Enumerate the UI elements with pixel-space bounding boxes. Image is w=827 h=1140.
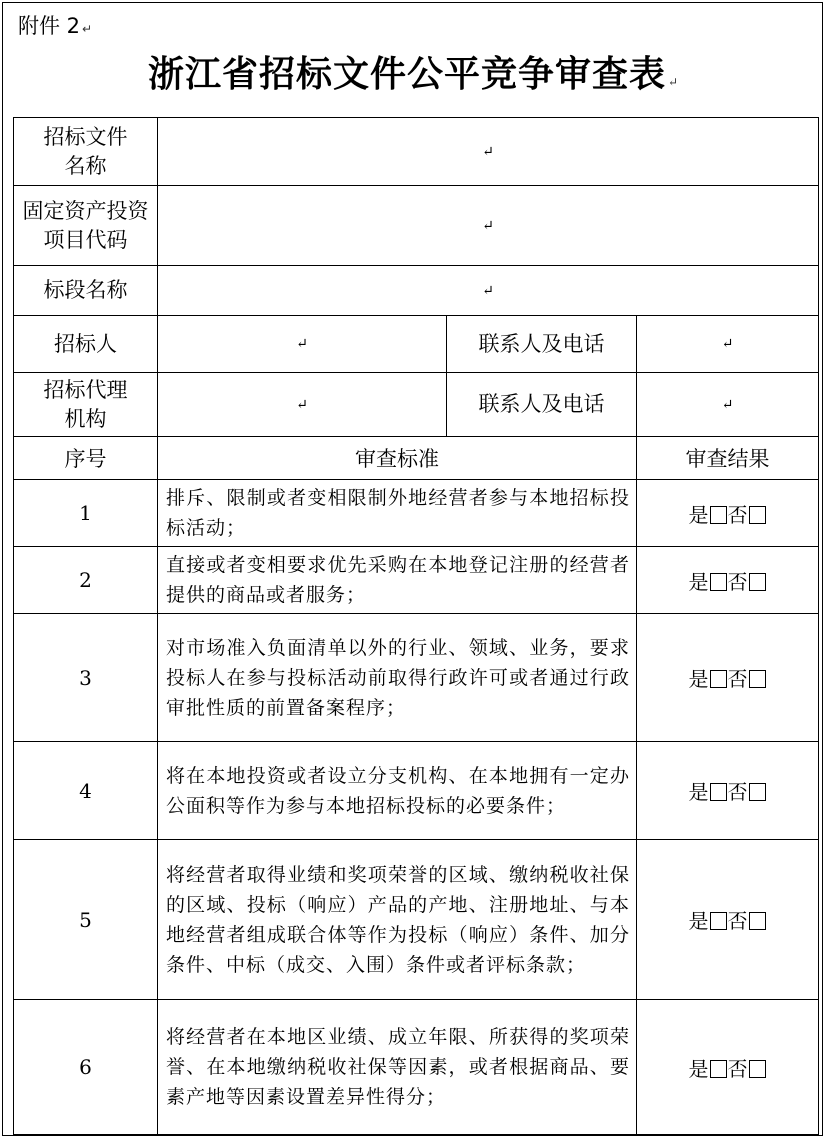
- table-row: [14, 742, 819, 840]
- item-result: 是 否: [637, 840, 819, 1000]
- table-header-row: [14, 437, 819, 480]
- info-value[interactable]: ↵: [158, 118, 819, 186]
- header-result: 审查结果: [637, 437, 819, 480]
- item-standard: 对市场准入负面清单以外的行业、领域、业务，要求投标人在参与投标活动前取得行政许可或者通过行政审批性质的前置备案程序；: [158, 614, 637, 742]
- contact-row-label: 招标人: [14, 316, 158, 373]
- item-result: 是 否: [637, 1000, 819, 1135]
- yes-checkbox[interactable]: [710, 573, 727, 591]
- table-row: [14, 614, 819, 742]
- yes-checkbox[interactable]: [710, 670, 727, 688]
- contact-row-value[interactable]: ↵: [158, 316, 447, 373]
- header-standard: 审查标准: [158, 437, 637, 480]
- no-checkbox[interactable]: [749, 670, 766, 688]
- item-no: 1: [14, 480, 158, 547]
- info-row: [14, 118, 819, 186]
- contact-label: 联系人及电话: [447, 373, 637, 437]
- contact-label: 联系人及电话: [447, 316, 637, 373]
- yes-checkbox[interactable]: [710, 783, 727, 801]
- item-result: 是 否: [637, 742, 819, 840]
- item-no: 6: [14, 1000, 158, 1135]
- contact-row-label: 招标代理机构: [14, 373, 158, 437]
- info-label: 招标文件名称: [14, 118, 158, 186]
- contact-value[interactable]: ↵: [637, 316, 819, 373]
- info-value[interactable]: ↵: [158, 266, 819, 316]
- table-row: [14, 547, 819, 614]
- item-result: 是 否: [637, 480, 819, 547]
- review-table: [13, 117, 819, 1135]
- item-no: 5: [14, 840, 158, 1000]
- contact-row: [14, 373, 819, 437]
- attachment-label: 附件 2 ↵: [18, 14, 93, 38]
- item-standard: 将在本地投资或者设立分支机构、在本地拥有一定办公面积等作为参与本地招标投标的必要条件；: [158, 742, 637, 840]
- info-value[interactable]: ↵: [158, 186, 819, 266]
- no-checkbox[interactable]: [749, 573, 766, 591]
- info-row: [14, 186, 819, 266]
- item-standard: 将经营者在本地区业绩、成立年限、所获得的奖项荣誉、在本地缴纳税收社保等因素，或者根据商品、要素产地等因素设置差异性得分；: [158, 1000, 637, 1135]
- info-label: 标段名称: [14, 266, 158, 316]
- item-result: 是 否: [637, 614, 819, 742]
- no-checkbox[interactable]: [749, 1060, 766, 1078]
- header-no: 序号: [14, 437, 158, 480]
- table-row: [14, 480, 819, 547]
- item-standard: 排斥、限制或者变相限制外地经营者参与本地招标投标活动；: [158, 480, 637, 547]
- no-checkbox[interactable]: [749, 783, 766, 801]
- item-no: 2: [14, 547, 158, 614]
- item-standard: 将经营者取得业绩和奖项荣誉的区域、缴纳税收社保的区域、投标（响应）产品的产地、注册地址、与本地经营者组成联合体等作为投标（响应）条件、加分条件、中标（成交、入围）条件或者评标条款；: [158, 840, 637, 1000]
- no-checkbox[interactable]: [749, 912, 766, 930]
- table-row: [14, 1000, 819, 1135]
- item-standard: 直接或者变相要求优先采购在本地登记注册的经营者提供的商品或者服务；: [158, 547, 637, 614]
- contact-row: [14, 316, 819, 373]
- document-title: 浙江省招标文件公平竞争审查表 ↵: [147, 53, 680, 95]
- info-label: 固定资产投资项目代码: [14, 186, 158, 266]
- contact-value[interactable]: ↵: [637, 373, 819, 437]
- info-row: [14, 266, 819, 316]
- item-no: 3: [14, 614, 158, 742]
- item-result: 是 否: [637, 547, 819, 614]
- contact-row-value[interactable]: ↵: [158, 373, 447, 437]
- item-no: 4: [14, 742, 158, 840]
- yes-checkbox[interactable]: [710, 1060, 727, 1078]
- no-checkbox[interactable]: [749, 506, 766, 524]
- yes-checkbox[interactable]: [710, 912, 727, 930]
- yes-checkbox[interactable]: [710, 506, 727, 524]
- table-row: [14, 840, 819, 1000]
